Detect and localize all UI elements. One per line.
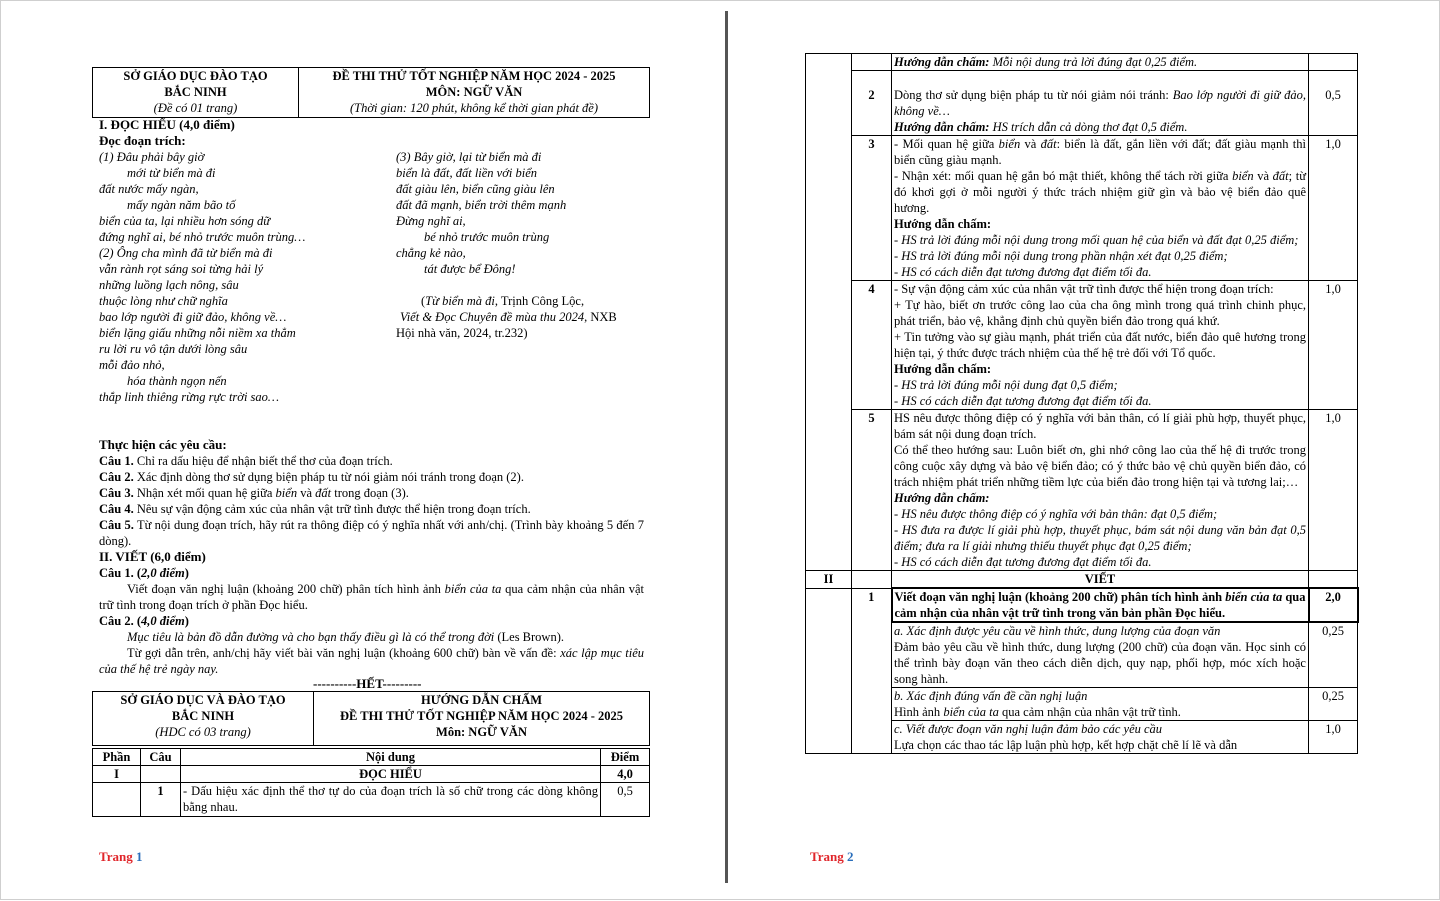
- answer-key-header-table: [92, 691, 650, 746]
- table-row: [806, 71, 1358, 136]
- task-5: [99, 517, 644, 549]
- criterion-text: [894, 704, 1306, 720]
- label: Câu 1. (: [99, 566, 142, 580]
- col-header-score: Điểm: [601, 749, 650, 766]
- answer-text: - Sự vận động cảm xúc của nhân vật trữ tình được thể hiện trong đoạn trích:: [894, 282, 1274, 296]
- writing-task-1-label: [99, 565, 644, 581]
- guide-label: Hướng dẫn chấm:: [894, 217, 992, 231]
- page-2: [729, 1, 1440, 901]
- writing-task-2-text: [99, 645, 644, 677]
- poem-line: biển lặng giấu những nỗi niềm xa thẳm: [99, 326, 296, 340]
- answer-text: [894, 87, 1306, 119]
- exam-header-left: [93, 68, 299, 118]
- section-number: I: [93, 766, 141, 783]
- question-number: 4: [852, 281, 892, 410]
- text: và: [1253, 169, 1273, 183]
- poem-line: những luồng lạch nông, sâu: [99, 278, 239, 292]
- col-header-part: Phần: [93, 749, 141, 766]
- answer-content: [892, 281, 1309, 410]
- table-row: [806, 410, 1358, 571]
- emphasis: biển: [998, 137, 1021, 151]
- task-text: Từ nội dung đoạn trích, hãy rút ra thông điệp có ý nghĩa nhất với anh/chị. (Trình bày khoảng 5 đến 7 dòng).: [99, 518, 644, 548]
- task-label: Câu 2.: [99, 470, 134, 484]
- page-footer-1: [99, 849, 142, 865]
- poem-line: chẳng kẻ nào,: [396, 246, 466, 260]
- poem-line: hóa thành ngọn nến: [127, 374, 227, 388]
- answer-score: 1,0: [1309, 410, 1358, 571]
- answer-content: [892, 688, 1309, 721]
- guide-text: - HS trả lời đúng mỗi nội dung đạt 0,5 điểm;: [894, 378, 1118, 392]
- section-row-2: [806, 571, 1358, 589]
- label: ): [184, 614, 189, 628]
- answer-score: 1,0: [1309, 721, 1358, 754]
- answer-text: Có thể theo hướng sau: Luôn biết ơn, ghi nhớ công lao của thế hệ đi trước trong công cuộc xây dựng và bảo vệ biển đảo; có ý thức bảo vệ chủ quyền biển đảo, có trách nhiệm phát triển những tiềm lực của biển đảo trong hiện tại và tương lai;…: [894, 443, 1306, 489]
- page-number: 1: [135, 849, 143, 864]
- text: Hình ảnh: [894, 705, 944, 719]
- citation-line-2: [396, 309, 651, 325]
- guide-text: - HS trả lời đúng mỗi nội dung trong phần nhận xét đạt 0,25 điểm;: [894, 249, 1228, 263]
- page-count-note: (HDC có 03 trang): [155, 725, 251, 739]
- answer-score: 2,0: [1309, 588, 1358, 622]
- answer-score: 1,0: [1309, 136, 1358, 281]
- score: 2,0 điểm: [141, 566, 185, 580]
- task-emphasis: đất: [315, 486, 332, 500]
- task-3: [99, 485, 644, 501]
- answer-score: 0,5: [601, 783, 650, 817]
- exam-header-right: [299, 68, 650, 118]
- question-number: 1: [141, 783, 181, 817]
- poem-line: tát được bể Đông!: [424, 262, 516, 276]
- guide-text: - HS có cách diễn đạt tương đương đạt điểm tối đa.: [894, 555, 1152, 569]
- poem-line: bé nhỏ trước muôn trùng: [424, 230, 550, 244]
- label: ): [184, 566, 189, 580]
- answer-content: - Dấu hiệu xác định thể thơ tự do của đoạn trích là số chữ trong các dòng không bằng nhau.: [181, 783, 601, 817]
- tasks-title: Thực hiện các yêu cầu:: [99, 437, 227, 452]
- guide-text: - HS trả lời đúng mỗi nội dung trong mối quan hệ của biển và đất đạt 0,25 điểm;: [894, 233, 1299, 247]
- criterion-heading: b. Xác định đúng vấn đề cần nghị luận: [894, 689, 1088, 703]
- province-name: BẮC NINH: [171, 709, 235, 723]
- poem-line: bao lớp người đi giữ đảo, không về…: [99, 310, 287, 324]
- criterion-text: Lựa chọn các thao tác lập luận phù hợp, kết hợp chặt chẽ lí lẽ và dẫn: [894, 738, 1238, 752]
- answer-text: [894, 168, 1306, 216]
- question-number: 5: [852, 410, 892, 571]
- page-footer-2: [810, 849, 853, 865]
- grading-guide: [894, 119, 1306, 135]
- task-4: [99, 501, 644, 517]
- text: Viết đoạn văn nghị luận (khoảng 200 chữ) phân tích hình ảnh: [127, 582, 445, 596]
- col-header-question: Câu: [141, 749, 181, 766]
- answer-score: 0,5: [1309, 71, 1358, 136]
- province-name: BẮC NINH: [164, 85, 227, 99]
- poem-line: (1) Đâu phải bây giờ: [99, 150, 205, 164]
- citation-line-3: Hội nhà văn, 2024, tr.232): [396, 326, 528, 340]
- writing-tasks: [99, 565, 644, 677]
- quote: Mục tiêu là bản đồ dẫn đường và cho bạn thấy điều gì là có thể trong đời: [127, 630, 495, 644]
- text: - Nhận xét: mối quan hệ gắn bó mật thiết, không thể tách rời giữa: [894, 169, 1233, 183]
- text: và: [1020, 137, 1041, 151]
- table-row: [806, 281, 1358, 410]
- criterion-text: Đảm bảo yêu cầu về hình thức, dung lượng (200 chữ) của đoạn văn. Học sinh có thể trình bày đoạn văn theo cách diễn dịch, quy nạp, phối hợp, móc xích hoặc song hành.: [894, 640, 1306, 686]
- footer-label: Trang: [99, 849, 133, 864]
- page-1: [1, 1, 726, 901]
- emphasis: đất: [1272, 169, 1289, 183]
- answer-score: 0,25: [1309, 622, 1358, 688]
- quote-author: (Les Brown).: [494, 630, 564, 644]
- text: - Mối quan hệ giữa: [894, 137, 999, 151]
- task-label: Câu 4.: [99, 502, 134, 516]
- question-number: 1: [852, 588, 892, 754]
- criterion-heading: a. Xác định được yêu cầu về hình thức, dung lượng của đoạn văn: [894, 624, 1221, 638]
- question-number: 2: [852, 71, 892, 136]
- guide-text: Mỗi nội dung trả lời đúng đạt 0,25 điểm.: [989, 55, 1198, 69]
- text: qua cảm nhận của nhân vật trữ tình trong đoạn trích ở phần Đọc hiểu.: [99, 582, 644, 612]
- criterion-heading: c. Viết được đoạn văn nghị luận đảm bảo các yêu cầu: [894, 722, 1163, 736]
- poem-right-column: [396, 149, 651, 341]
- col-header-content: Nội dung: [181, 749, 601, 766]
- section-row-1: [93, 766, 650, 783]
- text: Từ gợi dẫn trên, anh/chị hãy viết bài văn nghị luận (khoảng 600 chữ) bàn về vấn đề:: [127, 646, 561, 660]
- answer-content: [892, 721, 1309, 754]
- answer-key-header-right: [314, 692, 650, 746]
- guide-text: HS trích dẫn cả dòng thơ đạt 0,5 điểm.: [989, 120, 1188, 134]
- section-number: II: [806, 571, 852, 589]
- answer-text: [894, 136, 1306, 168]
- emphasis: Bao lớp người đi giữ đảo, không về…: [894, 88, 1306, 118]
- citation-journal: Viết & Đọc Chuyên đề mùa thu 2024: [400, 310, 585, 324]
- guide-label: Hướng dẫn chấm:: [894, 362, 992, 376]
- poem-line: đất nước mấy ngàn,: [99, 182, 199, 196]
- poem-line: Đừng nghĩ ai,: [396, 214, 466, 228]
- poem-line: biển của ta, lại nhiều hơn sóng dữ: [99, 214, 271, 228]
- task-text: Chỉ ra dấu hiệu để nhận biết thể thơ của đoạn trích.: [133, 454, 393, 468]
- task-2: [99, 469, 644, 485]
- table-header-row: [93, 749, 650, 766]
- guide-text: - HS có cách diễn đạt tương đương đạt điểm tối đa.: [894, 265, 1152, 279]
- answer-key-table-page-2: [805, 53, 1359, 754]
- read-label: Đọc đoạn trích:: [99, 133, 186, 148]
- exam-title: ĐỀ THI THỬ TỐT NGHIỆP NĂM HỌC 2024 - 2025: [332, 69, 616, 83]
- poem-line: đất đã mạnh, biển trời thêm mạnh: [396, 198, 567, 212]
- poem-line: đất giàu lên, biển cũng giàu lên: [396, 182, 555, 196]
- page-divider: [725, 11, 728, 883]
- citation-line-1: [396, 293, 651, 309]
- task-text: Xác định dòng thơ sử dụng biện pháp tu từ nói giảm nói tránh trong đoạn (2).: [133, 470, 524, 484]
- guide-label: Hướng dẫn chấm:: [894, 55, 990, 69]
- table-row: [806, 136, 1358, 281]
- guide-text: - HS đưa ra được lí giải phù hợp, thuyết phục, bám sát nội dung văn bản đạt 0,5 điểm; đưa ra lí giải nhưng thiếu thuyết phục đạt 0,25 điểm;: [894, 523, 1306, 553]
- exam-title: ĐỀ THI THỬ TỐT NGHIỆP NĂM HỌC 2024 - 2025: [339, 709, 624, 723]
- emphasis: biển của ta: [444, 582, 502, 596]
- task-text: và: [297, 486, 316, 500]
- answer-text: + Tự hào, biết ơn trước công lao của cha ông mình trong quá trình chinh phục, phát triển, bảo vệ, khẳng định chủ quyền biển đảo trong quá khứ.: [894, 298, 1306, 328]
- poem-line: (3) Bây giờ, lại từ biển mà đi: [396, 150, 542, 164]
- answer-content: [892, 622, 1309, 688]
- answer-key-header-left: [93, 692, 314, 746]
- citation-publisher-prefix: , NXB: [584, 310, 617, 324]
- exam-subject: Môn: NGỮ VĂN: [436, 725, 527, 739]
- citation-prefix: (: [396, 294, 426, 308]
- question-number: 3: [852, 136, 892, 281]
- guide-text: - HS nêu được thông điệp có ý nghĩa với bản thân: đạt 0,5 điểm;: [894, 507, 1218, 521]
- citation-author: , Trịnh Công Lộc,: [494, 294, 585, 308]
- table-row: [806, 54, 1358, 71]
- answer-content: [892, 136, 1309, 281]
- poem-line: mấy ngàn năm bão tố: [127, 198, 236, 212]
- task-label: Câu 5.: [99, 518, 134, 532]
- answer-score: 0,25: [1309, 688, 1358, 721]
- poem-line: mỗi đảo nhỏ,: [99, 358, 165, 372]
- answer-text: HS nêu được thông điệp có ý nghĩa với bản thân, có lí giải phù hợp, thuyết phục, bám sát nội dung đoạn trích.: [894, 411, 1306, 441]
- end-mark: ----------HẾT---------: [313, 676, 422, 691]
- emphasis: đất: [1040, 137, 1057, 151]
- emphasis: xác lập mục tiêu của thế hệ trẻ ngày nay.: [99, 646, 645, 676]
- page-number: 2: [846, 849, 854, 864]
- task-1: [99, 453, 644, 469]
- answer-content: [892, 410, 1309, 571]
- task-emphasis: biển: [275, 486, 298, 500]
- tasks-list: [99, 453, 644, 549]
- poem-line: ru lời ru vô tận dưới lòng sâu: [99, 342, 248, 356]
- exam-header-table: [92, 67, 650, 118]
- exam-time-note: (Thời gian: 120 phút, không kể thời gian phát đề): [349, 101, 599, 115]
- emphasis: biển của ta: [943, 705, 999, 719]
- emphasis: biển: [1232, 169, 1254, 183]
- exam-subject: MÔN: NGỮ VĂN: [425, 85, 523, 99]
- text: qua cảm nhận của nhân vật trữ tình trong văn bản phần Đọc hiểu.: [894, 590, 1306, 620]
- department-name: SỞ GIÁO DỤC VÀ ĐÀO TẠO: [120, 693, 286, 707]
- text: Viết đoạn văn nghị luận (khoảng 200 chữ) phân tích hình ảnh: [894, 590, 1226, 604]
- section-2-title: II. VIẾT (6,0 điểm): [99, 549, 206, 564]
- answer-content: [892, 71, 1309, 136]
- section-score: 4,0: [601, 766, 650, 783]
- answer-key-title: HƯỚNG DẪN CHẤM: [420, 693, 543, 707]
- task-text: trong đoạn (3).: [331, 486, 409, 500]
- grading-guide: [892, 54, 1309, 71]
- table-row: [806, 588, 1358, 622]
- text: Dòng thơ sử dụng biện pháp tu từ nói giảm nói tránh:: [894, 88, 1173, 102]
- task-label: Câu 1.: [99, 454, 134, 468]
- poem-left-column: [99, 149, 389, 405]
- guide-label: Hướng dẫn chấm:: [894, 491, 990, 505]
- guide-label: Hướng dẫn chấm:: [894, 120, 990, 134]
- writing-task-2-label: [99, 613, 644, 629]
- text: ; từ đó khơi gợi ở mỗi người ý thức trách nhiệm giữ gìn và bảo vệ biển đảo quê hương.: [894, 169, 1306, 215]
- section-title: ĐỌC HIỂU: [181, 766, 601, 783]
- text: qua cảm nhận của nhân vật trữ tình.: [998, 705, 1181, 719]
- table-row: [93, 783, 650, 817]
- writing-task-2-quote: [99, 629, 644, 645]
- section-1-title: I. ĐỌC HIỂU (4,0 điểm): [99, 117, 235, 132]
- task-label: Câu 3.: [99, 486, 134, 500]
- score: 4,0 điểm: [141, 614, 185, 628]
- writing-task-1-text: [99, 581, 644, 613]
- department-name: SỞ GIÁO DỤC ĐÀO TẠO: [123, 69, 268, 83]
- footer-label: Trang: [810, 849, 844, 864]
- section-title: VIẾT: [892, 571, 1309, 589]
- task-text: Nhận xét mối quan hệ giữa: [133, 486, 276, 500]
- poem-line: (2) Ông cha mình đã từ biển mà đi: [99, 246, 273, 260]
- poem-line: đứng nghĩ ai, bé nhỏ trước muôn trùng…: [99, 230, 306, 244]
- answer-content: [892, 588, 1309, 622]
- poem-line: thuộc lòng như chữ nghĩa: [99, 294, 228, 308]
- page-count-note: (Đề có 01 trang): [153, 101, 238, 115]
- answer-key-table-page-1: [92, 748, 650, 817]
- answer-score: 1,0: [1309, 281, 1358, 410]
- label: Câu 2. (: [99, 614, 142, 628]
- poem-line: mới từ biển mà đi: [127, 166, 216, 180]
- text: : biển là đất, gắn liền với đất; đất giàu mạnh thì biển cũng giàu mạnh.: [894, 137, 1306, 167]
- poem-line: thắp linh thiêng rừng rực trời sao…: [99, 390, 280, 404]
- poem-line: vẫn rành rọt sáng soi từng hải lý: [99, 262, 264, 276]
- task-text: Nêu sự vận động cảm xúc của nhân vật trữ tình được thể hiện trong đoạn trích.: [133, 502, 531, 516]
- citation-title: Từ biển mà đi: [425, 294, 495, 308]
- emphasis: biển của ta: [1225, 590, 1283, 604]
- answer-text: + Tin tưởng vào sự giàu mạnh, phát triển của đất nước, biển đảo quê hương trong hiện tại, ý thức được trách nhiệm của thế hệ trẻ đối với Tổ quốc.: [894, 330, 1306, 360]
- poem-line: biển là đất, đất liền với biển: [396, 166, 538, 180]
- guide-text: - HS có cách diễn đạt tương đương đạt điểm tối đa.: [894, 394, 1152, 408]
